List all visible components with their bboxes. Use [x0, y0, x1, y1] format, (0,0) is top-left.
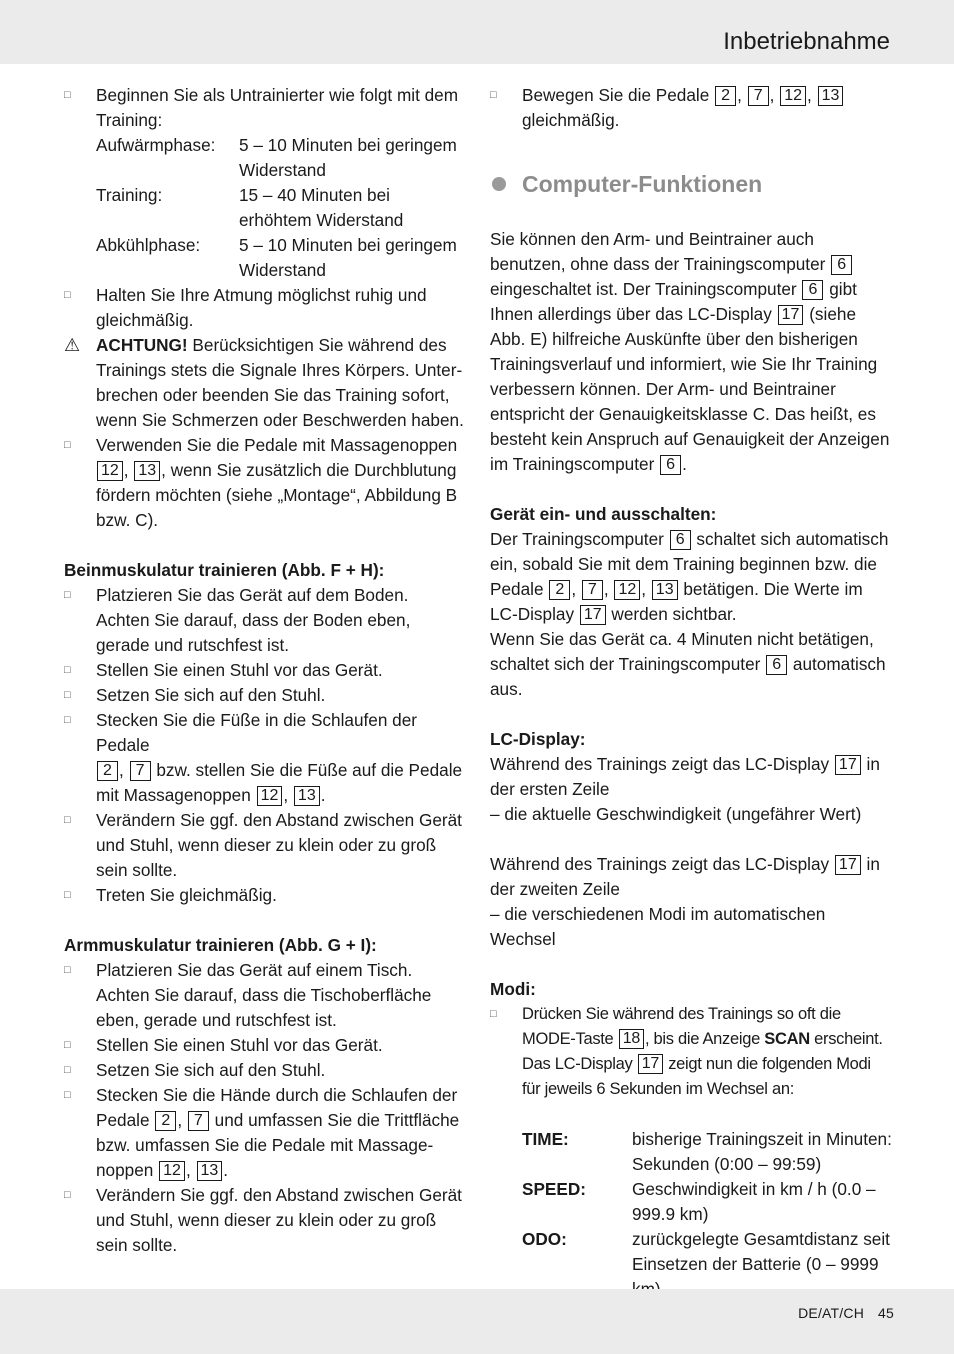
- left-column: [64, 83, 464, 1258]
- section-heading: Beinmuskulatur trainieren (Abb. F + H):: [64, 560, 385, 580]
- page-header: [0, 0, 954, 64]
- section-title: Computer-Funktionen: [490, 169, 892, 199]
- ref-box: 6: [660, 455, 681, 475]
- mode-row: TIME: bisherige Trainingszeit in Minuten: Sekunden (0:00 – 99:59): [522, 1129, 892, 1174]
- list-item: □ Stecken Sie die Hände durch die Schlaufen der Pedale 2 , 7 und umfassen Sie die Trittfläche bzw. umfassen Sie die Pedale mit Massagenoppen 12 , 13 .: [64, 1085, 460, 1180]
- section-heading: Armmuskulatur trainieren (Abb. G + I):: [64, 935, 377, 955]
- phase-row: Aufwärmphase: 5 – 10 Minuten bei geringem Widerstand: [96, 135, 457, 180]
- paragraph: Während des Trainings zeigt das LC-Display 17 in der ersten Zeile – die aktuelle Geschwindigkeit (ungefährer Wert): [490, 754, 880, 824]
- page-number: 45: [878, 1305, 894, 1321]
- page-footer: [0, 1289, 954, 1354]
- bullet-dot-icon: [492, 177, 506, 191]
- checkbox-bullet-icon: □: [64, 289, 71, 301]
- region-label: DE/AT/CH: [798, 1305, 865, 1321]
- ref-box: 2: [155, 1111, 176, 1131]
- page-title: Inbetriebnahme: [723, 28, 890, 55]
- section-heading: Gerät ein- und ausschalten:: [490, 504, 717, 524]
- checkbox-bullet-icon: □: [64, 439, 71, 451]
- list-item: □ Verändern Sie ggf. den Abstand zwischen Gerät und Stuhl, wenn dieser zu klein oder zu groß sein sollte.: [64, 810, 462, 880]
- checkbox-bullet-icon: □: [64, 689, 71, 701]
- checkbox-bullet-icon: □: [64, 714, 71, 726]
- mode-row: SPEED: Geschwindigkeit in km / h (0.0 – 999.9 km): [522, 1179, 876, 1224]
- ref-box: 7: [130, 761, 151, 781]
- list-item: □ Drücken Sie während des Trainings so oft die MODE-Taste 18 , bis die Anzeige SCAN erscheint. Das LC-Display 17 zeigt nun die folgenden Modi für jeweils 6 Sekunden im Wechsel an:: [490, 1002, 892, 1102]
- ref-box: 6: [802, 280, 823, 300]
- right-column: [490, 83, 892, 1302]
- paragraph: Während des Trainings zeigt das LC-Display 17 in der zweiten Zeile – die verschiedenen Modi im automatischen Wechsel: [490, 854, 880, 949]
- ref-box: 2: [549, 580, 570, 600]
- paragraph: Der Trainingscomputer 6 schaltet sich automatisch ein, sobald Sie mit dem Training beginnen bzw. die Pedale 2 , 7 , 12 , 13 betätigen. Die Werte im LC-Display 17 werden sichtbar.: [490, 529, 889, 624]
- list-item: □ Verändern Sie ggf. den Abstand zwischen Gerät und Stuhl, wenn dieser zu klein oder zu groß sein sollte.: [64, 1185, 462, 1255]
- ref-box: 18: [619, 1029, 644, 1049]
- warning-label: ACHTUNG!: [96, 335, 188, 355]
- list-item: □ Verwenden Sie die Pedale mit Massagenoppen 12 , 13 , wenn Sie zusätzlich die Durchblutung fördern möchten (siehe „Montage“, Abbildung B bzw. C).: [64, 435, 458, 530]
- checkbox-bullet-icon: □: [64, 89, 71, 101]
- ref-box: 13: [818, 86, 844, 106]
- list-item: □ Platzieren Sie das Gerät auf dem Boden. Achten Sie darauf, dass der Boden eben, gerade und rutschfest ist.: [64, 585, 411, 655]
- ref-box: 7: [188, 1111, 209, 1131]
- ref-box: 12: [97, 461, 123, 481]
- list-item: □ Platzieren Sie das Gerät auf einem Tisch. Achten Sie darauf, dass die Tischoberfläche eben, gerade und rutschfest ist.: [64, 960, 432, 1030]
- section-heading: Modi:: [490, 979, 536, 999]
- section-heading: LC-Display:: [490, 729, 586, 749]
- warning-icon: ⚠: [64, 335, 81, 355]
- checkbox-bullet-icon: □: [64, 1039, 71, 1051]
- list-item: □ Stecken Sie die Füße in die Schlaufen der Pedale 2 , 7 bzw. stellen Sie die Füße auf die Pedale mit Massagenoppen 12 , 13 .: [64, 710, 463, 805]
- list-item: □ Setzen Sie sich auf den Stuhl.: [64, 1058, 464, 1083]
- modes-table: [490, 1127, 892, 1302]
- checkbox-bullet-icon: □: [64, 664, 71, 676]
- ref-box: 2: [715, 86, 736, 106]
- ref-box: 17: [580, 605, 606, 625]
- checkbox-bullet-icon: □: [490, 1008, 497, 1020]
- checkbox-bullet-icon: □: [64, 1064, 71, 1076]
- ref-box: 12: [159, 1161, 185, 1181]
- checkbox-bullet-icon: □: [64, 964, 71, 976]
- ref-box: 7: [748, 86, 769, 106]
- paragraph: Wenn Sie das Gerät ca. 4 Minuten nicht betätigen, schaltet sich der Trainingscomputer 6 automatisch aus.: [490, 629, 886, 699]
- ref-box: 13: [134, 461, 160, 481]
- ref-box: 13: [652, 580, 678, 600]
- checkbox-bullet-icon: □: [64, 814, 71, 826]
- ref-box: 6: [766, 655, 787, 675]
- ref-box: 6: [670, 530, 691, 550]
- checkbox-bullet-icon: □: [64, 589, 71, 601]
- ref-box: 12: [780, 86, 806, 106]
- list-item: □ Bewegen Sie die Pedale 2 , 7 , 12 , 13 gleichmäßig.: [490, 83, 892, 133]
- list-item: □ Stellen Sie einen Stuhl vor das Gerät.: [64, 1033, 464, 1058]
- checkbox-bullet-icon: □: [490, 89, 497, 101]
- ref-box: 6: [831, 255, 852, 275]
- ref-box: 7: [582, 580, 603, 600]
- ref-box: 12: [257, 786, 283, 806]
- list-item: □ Stellen Sie einen Stuhl vor das Gerät.: [64, 658, 464, 683]
- checkbox-bullet-icon: □: [64, 889, 71, 901]
- ref-box: 2: [97, 761, 118, 781]
- list-item: □ Halten Sie Ihre Atmung möglichst ruhig und gleichmäßig.: [64, 285, 427, 330]
- ref-box: 17: [778, 305, 804, 325]
- warning-item: [64, 333, 464, 433]
- list-item: □ Treten Sie gleichmäßig.: [64, 883, 464, 908]
- ref-box: 17: [638, 1054, 663, 1074]
- phase-row: Training: 15 – 40 Minuten bei erhöhtem Widerstand: [96, 185, 404, 230]
- warning-text: Berücksichtigen Sie während des Trainings stets die Signale Ihres Körpers. Unterbrechen oder beenden Sie das Training sofort, wenn Sie Schmerzen oder Beschwerden haben.: [96, 335, 464, 430]
- list-item: □ Setzen Sie sich auf den Stuhl.: [64, 683, 464, 708]
- mode-row: ODO: zurückgelegte Gesamtdistanz seit Einsetzen der Batterie (0 – 9999: [522, 1229, 890, 1274]
- ref-box: 13: [197, 1161, 223, 1181]
- paragraph: Sie können den Arm- und Beintrainer auch benutzen, ohne dass der Trainingscomputer 6 eingeschaltet ist. Der Trainingscomputer 6 gibt Ihnen allerdings über das LC-Display 17 (siehe Abb. E) hilfreiche Auskünfte über den bisherigen Trainingsverlauf und informiert, wie Sie Ihr Training verbessern können. Der Arm- und Beintrainer entspricht der Genauigkeitsklasse C. Das heißt, es besteht kein Anspruch auf Genauigkeit der Anzeigen im Trainingscomputer 6 .: [490, 229, 890, 474]
- ref-box: 17: [835, 855, 861, 875]
- ref-box: 17: [835, 755, 861, 775]
- checkbox-bullet-icon: □: [64, 1089, 71, 1101]
- scan-label: SCAN: [764, 1030, 810, 1048]
- intro-text: Beginnen Sie als Untrainierter wie folgt mit dem Training:: [96, 85, 459, 130]
- checkbox-bullet-icon: □: [64, 1189, 71, 1201]
- list-item: [64, 83, 464, 283]
- phase-row: Abkühlphase: 5 – 10 Minuten bei geringem Widerstand: [96, 235, 457, 280]
- ref-box: 12: [614, 580, 640, 600]
- ref-box: 13: [294, 786, 320, 806]
